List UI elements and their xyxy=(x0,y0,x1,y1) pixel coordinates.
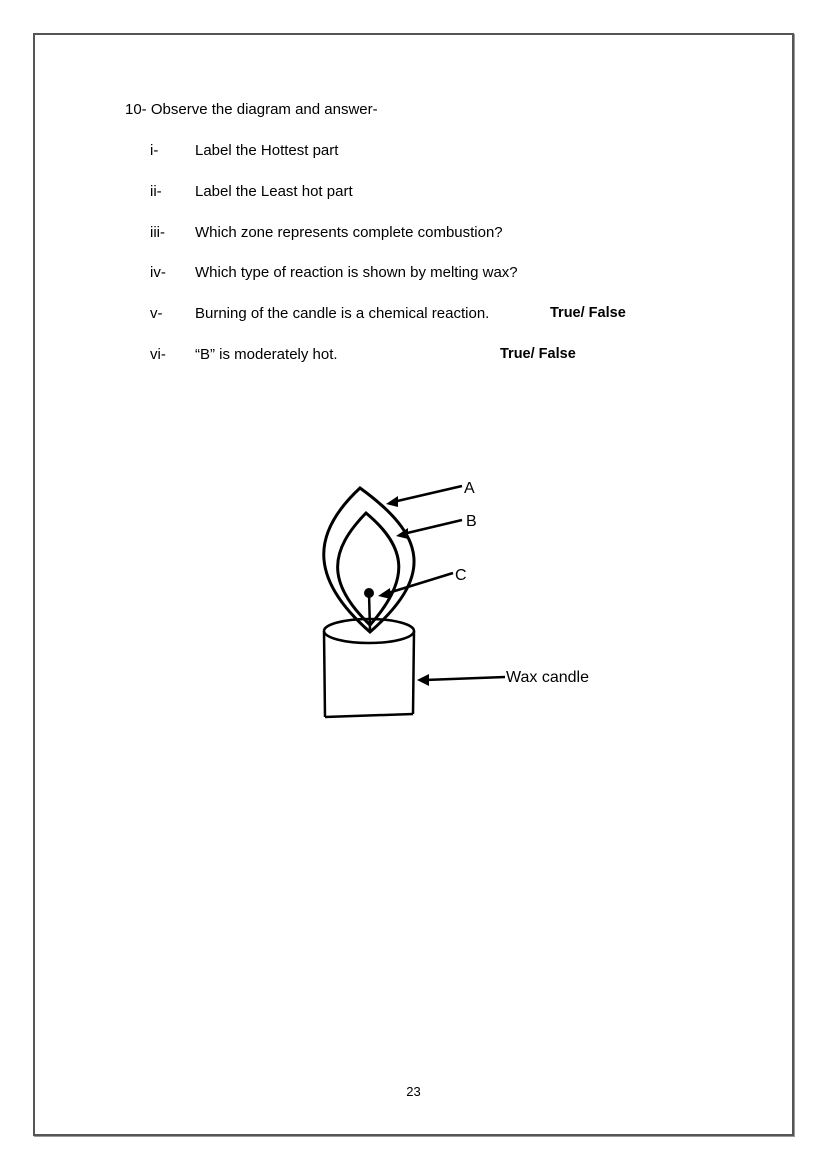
sub-question-number: v- xyxy=(150,305,163,322)
sub-question-text: “B” is moderately hot. xyxy=(195,346,338,363)
label-b: B xyxy=(466,513,477,530)
sub-question-1 xyxy=(150,142,338,159)
sub-question-number: vi- xyxy=(150,346,166,363)
label-c: C xyxy=(455,567,467,584)
candle-bottom xyxy=(325,714,413,717)
candle-right-side xyxy=(413,631,414,714)
sub-question-text: Which zone represents complete combustion? xyxy=(195,224,503,241)
arrow-a-head xyxy=(386,496,398,507)
sub-question-4 xyxy=(150,264,518,281)
sub-question-number: i- xyxy=(150,142,159,159)
sub-question-5 xyxy=(150,305,489,322)
sub-question-number: iii- xyxy=(150,224,165,241)
wick xyxy=(369,593,370,630)
arrow-a-line xyxy=(393,486,462,502)
sub-question-text: Burning of the candle is a chemical reaction. xyxy=(195,305,490,322)
sub-question-text: Which type of reaction is shown by melting wax? xyxy=(195,264,518,281)
arrow-candle-line xyxy=(425,677,505,680)
true-false-option-5: True/ False xyxy=(550,305,626,321)
question-title: 10- Observe the diagram and answer- xyxy=(125,101,378,118)
candle-left-side xyxy=(324,631,325,717)
sub-question-3 xyxy=(150,224,503,241)
arrow-b-line xyxy=(403,520,462,534)
sub-question-2 xyxy=(150,183,353,200)
true-false-option-6: True/ False xyxy=(500,346,576,362)
candle-flame-diagram xyxy=(290,460,640,730)
page-number: 23 xyxy=(406,1084,421,1099)
sub-question-text: Label the Least hot part xyxy=(195,183,353,200)
label-a: A xyxy=(464,480,475,497)
arrow-c-head xyxy=(378,588,391,599)
label-wax-candle: Wax candle xyxy=(506,669,589,686)
sub-question-text: Label the Hottest part xyxy=(195,142,339,159)
sub-question-number: iv- xyxy=(150,264,166,281)
arrow-candle-head xyxy=(417,674,429,686)
sub-question-6 xyxy=(150,346,338,363)
sub-question-number: ii- xyxy=(150,183,162,200)
